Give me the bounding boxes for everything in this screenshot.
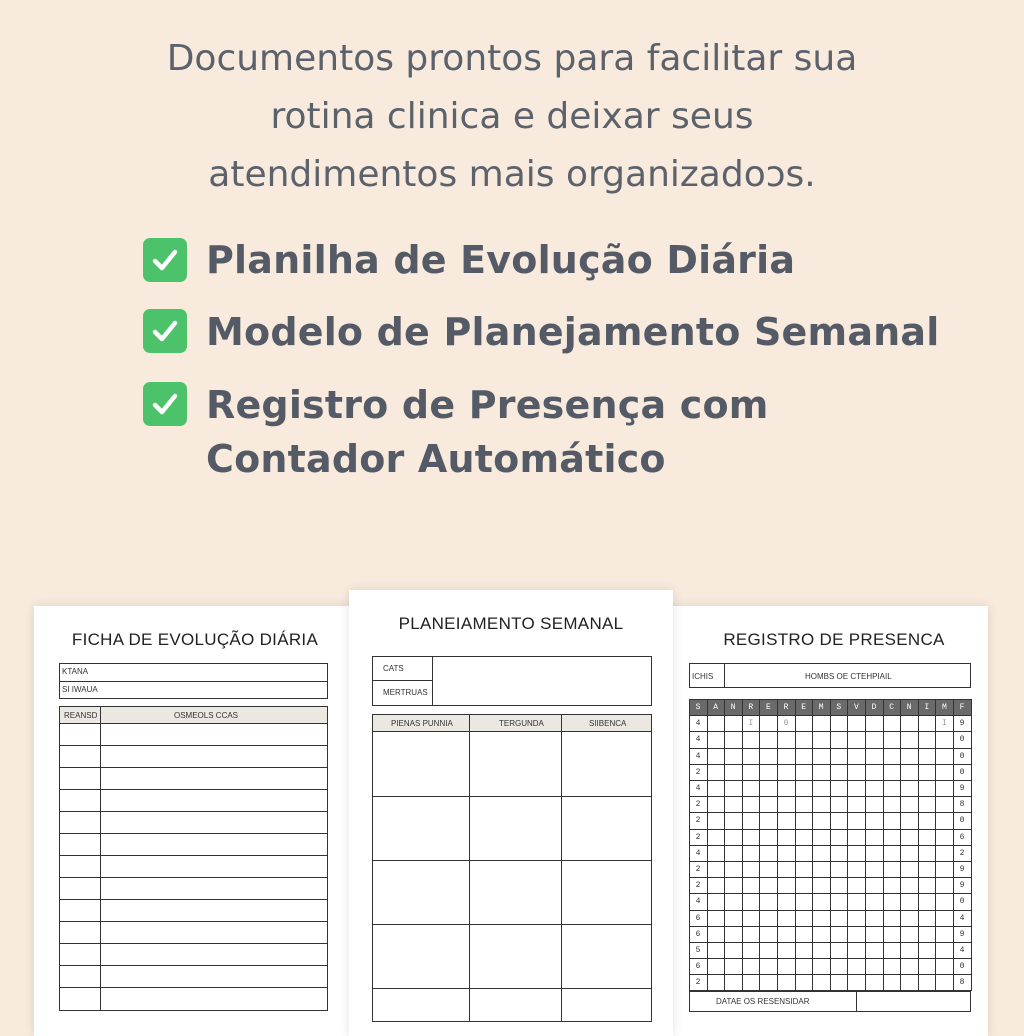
header-letter: D <box>871 703 877 712</box>
table-row-line <box>372 988 652 989</box>
header-letter: N <box>906 703 912 712</box>
header-letter: S <box>836 703 842 712</box>
feature-label-line-1: Registro de Presença com <box>206 383 769 427</box>
row-total: 4 <box>959 946 965 955</box>
row-total: 0 <box>959 735 965 745</box>
row-number: 6 <box>695 929 701 939</box>
footer-label: DATAE OS RESENSIDAR <box>716 997 810 1006</box>
check-icon <box>143 382 187 426</box>
row-number: 2 <box>695 767 701 777</box>
row-total: 0 <box>959 816 965 826</box>
headline-line-3: atendimentos mais organizadoɔs. <box>208 154 816 195</box>
grid-col-line <box>935 699 936 991</box>
row-total: 0 <box>959 962 965 972</box>
row-total: 0 <box>959 767 965 777</box>
grid-col-line <box>759 699 760 991</box>
table-row-line <box>372 731 652 732</box>
header-letter: E <box>765 703 771 712</box>
row-number: 4 <box>695 897 701 907</box>
header-letter: C <box>889 703 894 712</box>
row-total: 8 <box>959 978 965 988</box>
column-divider <box>561 714 562 1022</box>
grid-col-line <box>812 699 813 991</box>
info-box <box>372 656 652 706</box>
doc-title: FICHA DE EVOLUÇÃO DIÁRIA <box>71 630 319 649</box>
row-number: 4 <box>695 735 701 745</box>
check-icon <box>143 309 187 353</box>
header-letter: S <box>695 703 701 712</box>
row-number: 4 <box>695 784 701 793</box>
row-number: 2 <box>695 832 701 842</box>
headline <box>100 30 924 204</box>
field-label: CATS <box>383 664 404 673</box>
column-header: TERGUNDA <box>499 719 544 728</box>
attendance-mark: I <box>941 719 947 729</box>
weekly-table <box>372 714 652 1022</box>
headline-line-2: rotina clinica e deixar seus <box>270 96 754 137</box>
grid-col-line <box>830 699 831 991</box>
field-label: MERTRUAS <box>383 688 428 697</box>
weekly-plan-preview <box>349 590 673 1036</box>
column-header: OSMEOLS CCAS <box>174 711 239 720</box>
headline-line-1: Documentos prontos para facilitar sua <box>166 38 858 79</box>
row-total: 9 <box>959 719 965 729</box>
row-total: 2 <box>959 848 965 858</box>
row-number: 2 <box>695 978 701 988</box>
grid-col-line <box>777 699 778 991</box>
table-row-line <box>372 796 652 797</box>
row-number: 2 <box>695 865 701 874</box>
row-total: 9 <box>959 865 965 874</box>
grid-col-line <box>707 699 708 991</box>
row-total: 0 <box>959 897 965 907</box>
column-divider <box>469 714 470 1022</box>
doc-title: PLANEIAMENTO SEMANAL <box>398 614 624 633</box>
row-number: 6 <box>695 962 701 972</box>
row-total: 9 <box>959 881 965 891</box>
column-divider <box>100 706 101 1011</box>
row-number: 5 <box>695 946 701 955</box>
row-total: 8 <box>959 800 965 810</box>
row-total: 0 <box>959 751 965 761</box>
row-number: 2 <box>695 816 701 826</box>
row-number: 4 <box>695 719 701 729</box>
grid-col-line <box>742 699 743 991</box>
row-number: 6 <box>695 913 701 923</box>
column-header: REANSD <box>64 711 98 720</box>
header-letter: A <box>713 703 718 712</box>
doc-title: REGISTRO DE PRESENCA <box>723 630 945 649</box>
grid-col-line <box>865 699 866 991</box>
grid-col-line <box>900 699 901 991</box>
header-letter: M <box>818 703 824 712</box>
table-row-line <box>372 924 652 925</box>
field-label: SI IWAUA <box>62 685 98 694</box>
row-number: 4 <box>695 848 701 858</box>
header-letter: M <box>941 703 947 712</box>
feature-label-line-2: Contador Automático <box>206 437 666 481</box>
feature-label: Planilha de Evolução Diária <box>206 238 796 282</box>
header-letter: V <box>853 703 859 712</box>
row-total: 9 <box>959 929 965 939</box>
check-icon <box>143 238 187 282</box>
row-total: 4 <box>959 913 965 923</box>
table-row-line <box>372 860 652 861</box>
attendance-mark: 0 <box>783 719 789 729</box>
header-letter: R <box>783 703 789 712</box>
field-label: KTANA <box>62 667 89 676</box>
grid-col-line <box>883 699 884 991</box>
row-number: 2 <box>695 881 701 891</box>
grid-col-line <box>971 699 972 991</box>
feature-label: Modelo de Planejamento Semanal <box>206 310 940 354</box>
header-letter: F <box>959 703 965 712</box>
grid-col-line <box>847 699 848 991</box>
row-number: 4 <box>695 751 701 761</box>
row-total: 9 <box>959 784 965 793</box>
grid-col-line <box>724 699 725 991</box>
evolution-sheet-preview <box>34 606 356 1036</box>
field-label: HOMBS OE CTEHPIAIL <box>805 672 892 681</box>
attendance-sheet-preview <box>668 606 988 1036</box>
row-number: 2 <box>695 800 701 810</box>
column-header: PIENAS PUNNIA <box>391 719 453 728</box>
header-letter: E <box>801 703 806 712</box>
grid-col-line <box>795 699 796 991</box>
header-letter: I <box>924 703 930 712</box>
header-letter: N <box>730 703 736 712</box>
grid-col-line <box>918 699 919 991</box>
grid-row-line <box>689 991 971 992</box>
attendance-mark: I <box>748 719 754 729</box>
row-total: 6 <box>959 832 965 842</box>
field-label: ICHIS <box>692 672 714 681</box>
column-header: SIIBENCA <box>589 719 627 728</box>
header-letter: R <box>748 703 754 712</box>
